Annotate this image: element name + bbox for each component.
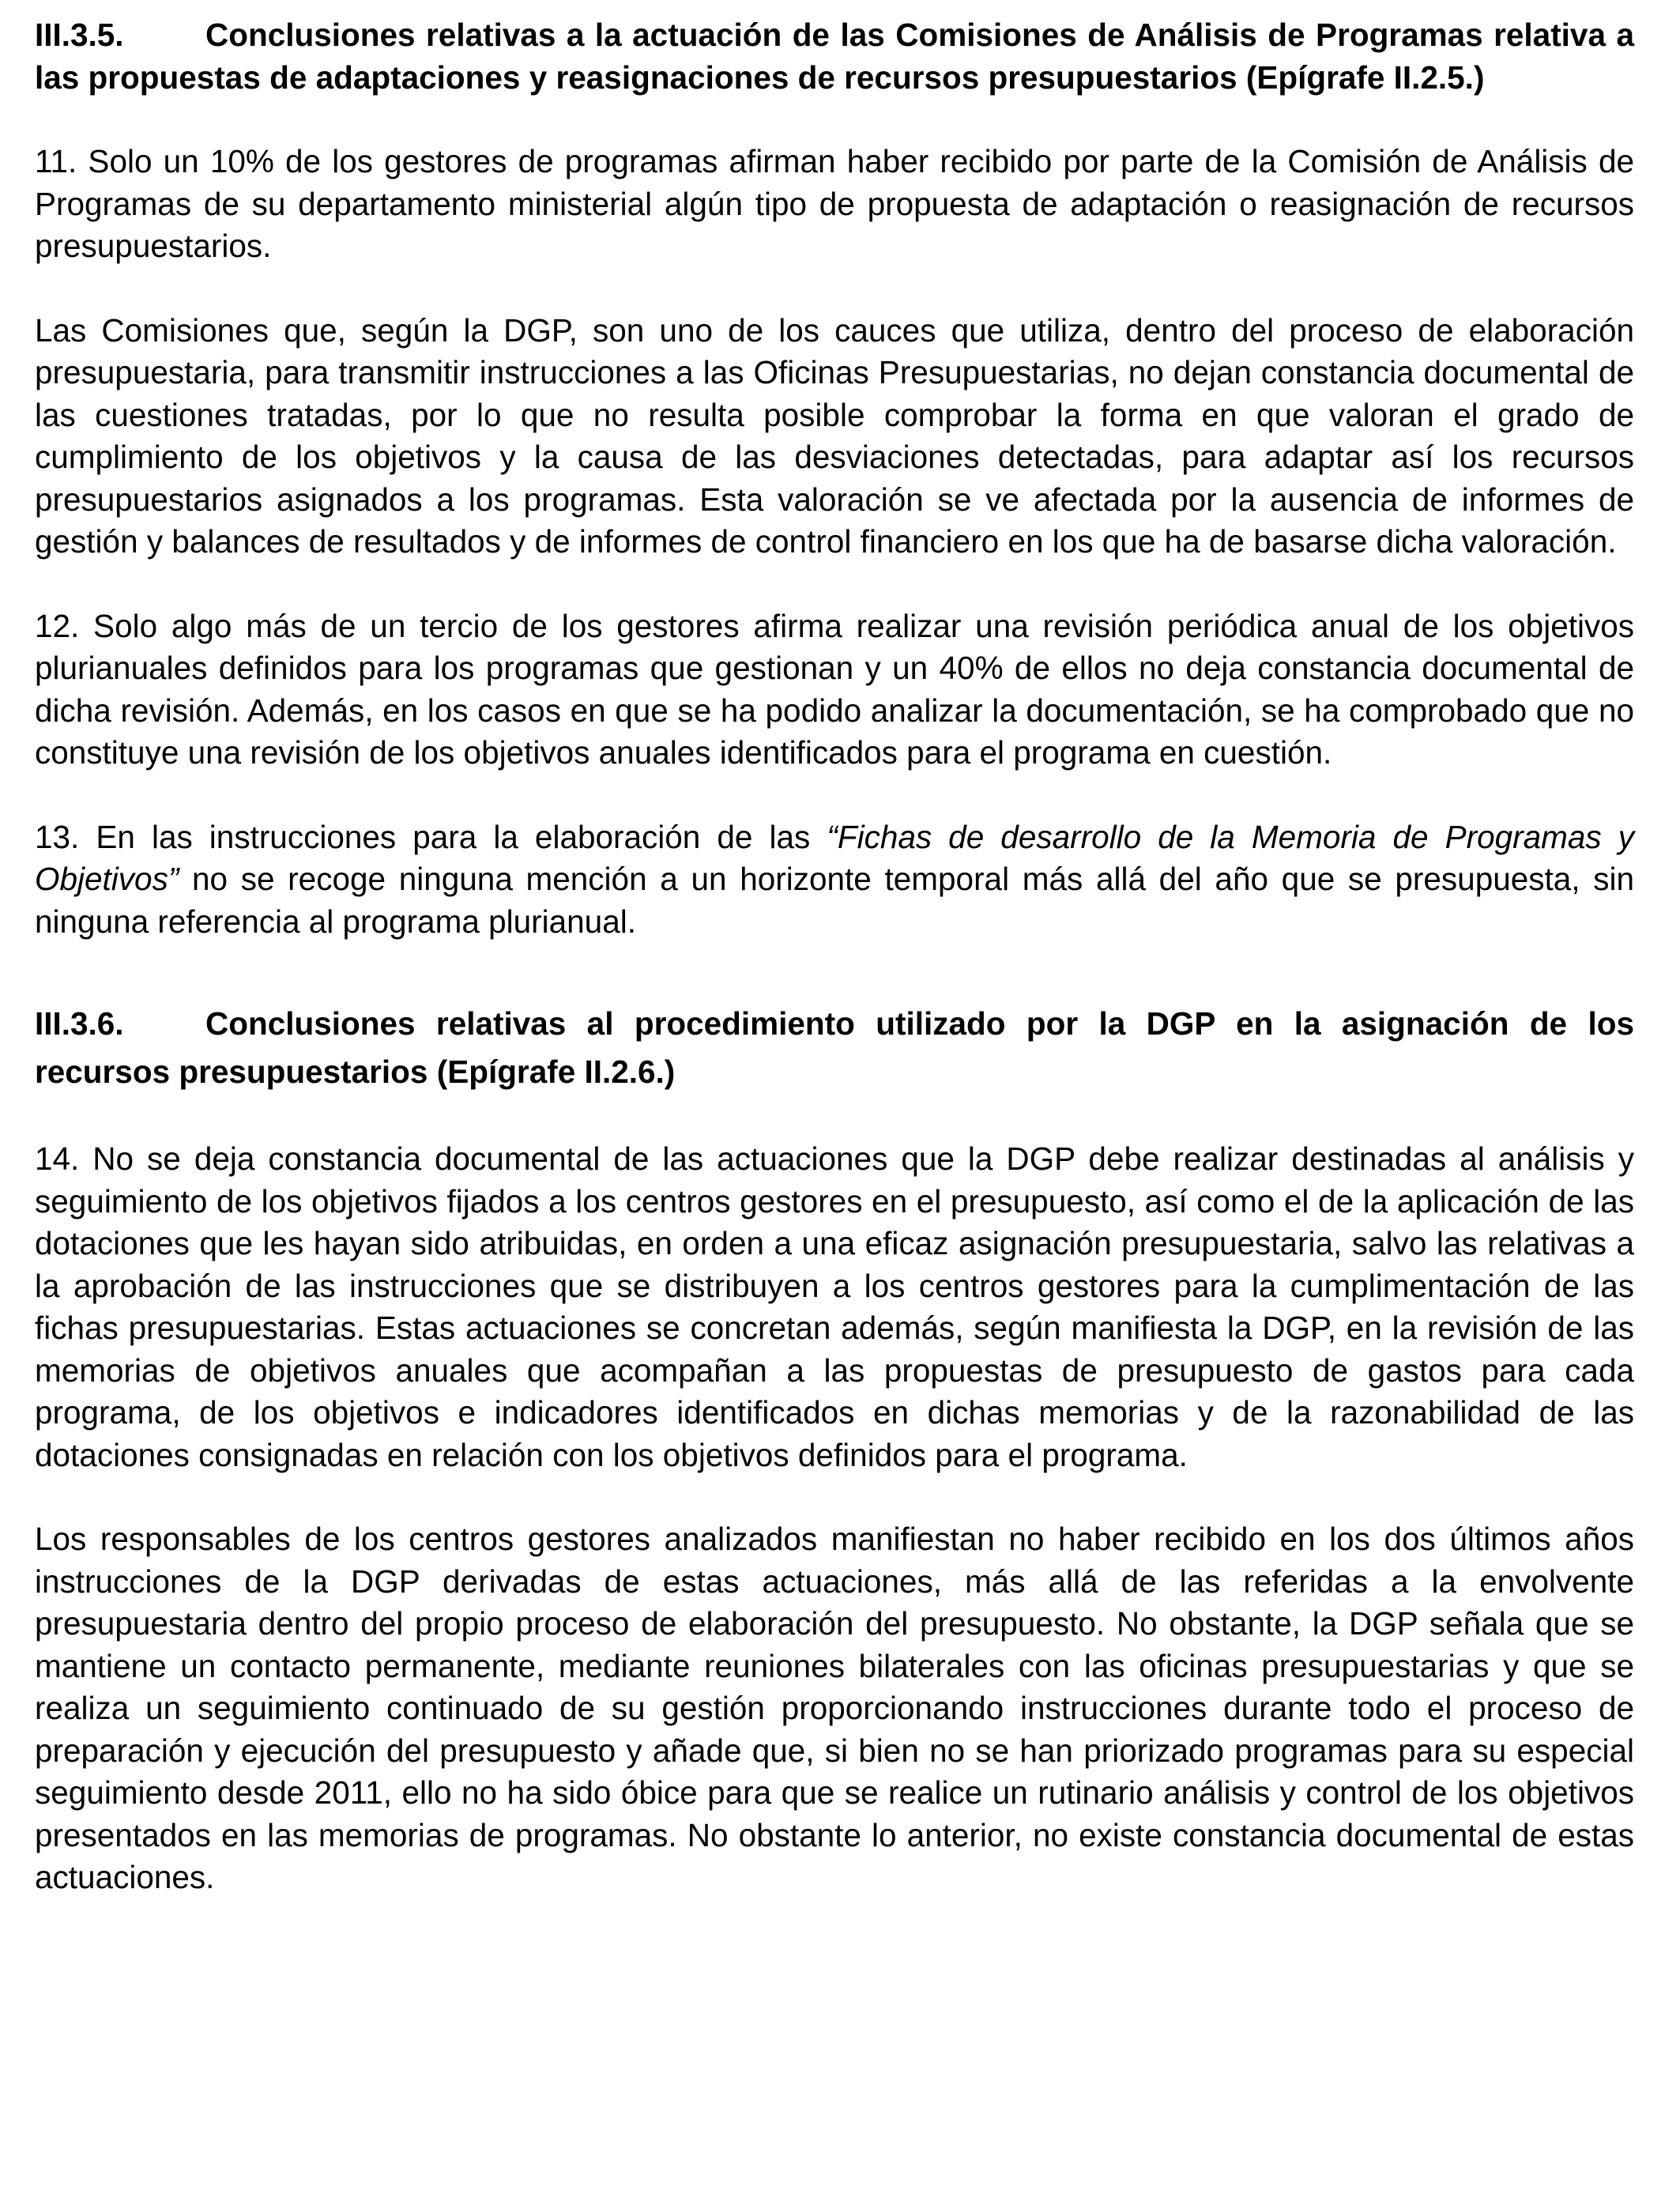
paragraph-13-quoted-title: “Fichas de desarrollo de la Memoria de Programas y Objetivos”: [35, 818, 1634, 897]
section-heading-III-3-6: [35, 1000, 1634, 1096]
section-title: Conclusiones relativas al procedimiento utilizado por la DGP en la asignación de los recursos presupuestarios (Epígrafe II.2.6.): [35, 1005, 1634, 1090]
paragraph-11-continued: Las Comisiones que, según la DGP, son uno de los cauces que utiliza, dentro del proceso de elaboración presupuestaria, para transmitir instrucciones a las Oficinas Presupuestarias, no dejan constancia documental de las cuestiones tratadas, por lo que no resulta posible comprobar la forma en que valoran el grado de cumplimiento de los objetivos y la causa de las desviaciones detectadas, para adaptar así los recursos presupuestarios asignados a los programas. Esta valoración se ve afectada por la ausencia de informes de gestión y balances de resultados y de informes de control financiero en los que ha de basarse dicha valoración.: [35, 311, 1634, 560]
paragraph-11: 11. Solo un 10% de los gestores de programas afirman haber recibido por parte de la Comisión de Análisis de Programas de su departamento ministerial algún tipo de propuesta de adaptación o reasignación de recursos presupuestarios.: [35, 143, 1634, 264]
paragraph-12: 12. Solo algo más de un tercio de los gestores afirma realizar una revisión periódica anual de los objetivos plurianuales definidos para los programas que gestionan y un 40% de ellos no deja constancia documental de dicha revisión. Además, en los casos en que se ha podido analizar la documentación, se ha comprobado que no constituye una revisión de los objetivos anuales identificados para el programa en cuestión.: [35, 607, 1634, 771]
section-title: Conclusiones relativas a la actuación de las Comisiones de Análisis de Programas relativa a las propuestas de adaptaciones y reasignaciones de recursos presupuestarios (Epígrafe II.2.5.): [35, 17, 1634, 96]
section-number: III.3.5.: [35, 17, 124, 53]
section-number: III.3.6.: [35, 1005, 124, 1042]
paragraph-14-continued: Los responsables de los centros gestores analizados manifiestan no haber recibido en los dos últimos años instrucciones de la DGP derivadas de estas actuaciones, más allá de las referidas a la envolvente presupuestaria dentro del propio proceso de elaboración del presupuesto. No obstante, la DGP señala que se mantiene un contacto permanente, mediante reuniones bilaterales con las oficinas presupuestarias y que se realiza un seguimiento continuado de su gestión proporcionando instrucciones durante todo el proceso de preparación y ejecución del presupuesto y añade que, si bien no se han priorizado programas para su especial seguimiento desde 2011, ello no ha sido óbice para que se realice un rutinario análisis y control de los objetivos presentados en las memorias de programas. No obstante lo anterior, no existe constancia documental de estas actuaciones.: [35, 1521, 1634, 1895]
document-page: [35, 14, 1634, 1899]
paragraph-13: [35, 816, 1634, 944]
paragraph-13-tail: no se recoge ninguna mención a un horizonte temporal más allá del año que se presupuesta, sin ninguna referencia al programa plurianual.: [35, 861, 1634, 940]
section-heading-III-3-5: [35, 14, 1634, 99]
paragraph-13-lead: 13. En las instrucciones para la elaboración de las: [35, 818, 827, 855]
paragraph-14: 14. No se deja constancia documental de las actuaciones que la DGP debe realizar destinadas al análisis y seguimiento de los objetivos fijados a los centros gestores en el presupuesto, así como el de la aplicación de las dotaciones que les hayan sido atribuidas, en orden a una eficaz asignación presupuestaria, salvo las relativas a la aprobación de las instrucciones que se distribuyen a los centros gestores para la cumplimentación de las fichas presupuestarias. Estas actuaciones se concretan además, según manifiesta la DGP, en la revisión de las memorias de objetivos anuales que acompañan a las propuestas de presupuesto de gastos para cada programa, de los objetivos e indicadores identificados en dichas memorias y de la razonabilidad de las dotaciones consignadas en relación con los objetivos definidos para el programa.: [35, 1140, 1634, 1473]
